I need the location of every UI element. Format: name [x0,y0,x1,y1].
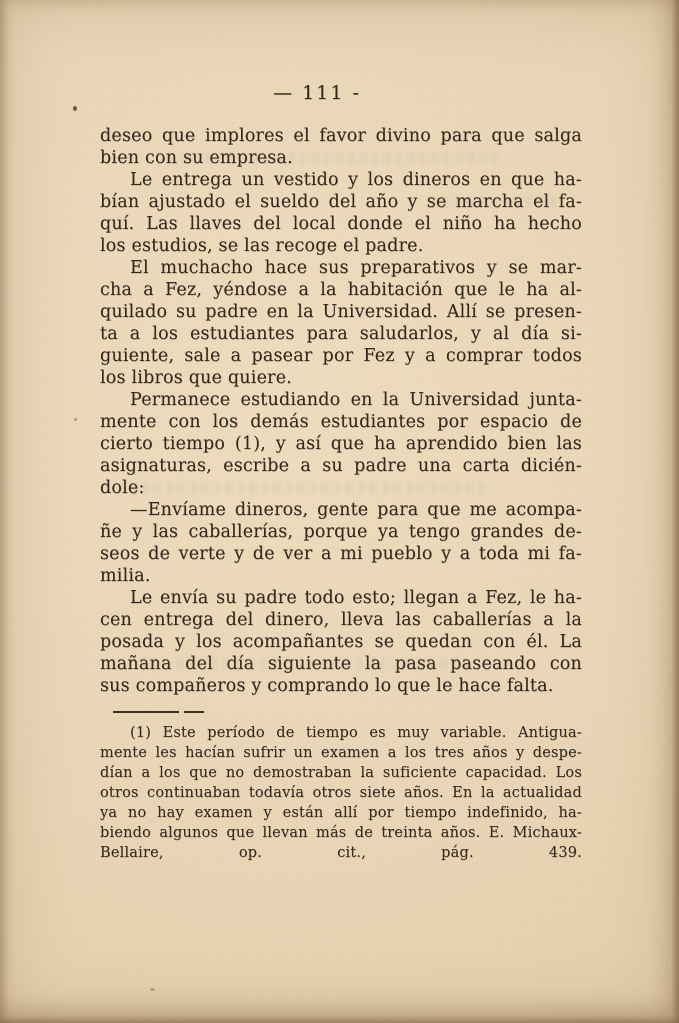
text-line: cierto tiempo (1), y así que ha aprendido bien las [100,434,582,454]
footnote-line: Bellaire, op. cit., pág. 439. [100,845,582,861]
text-line: sus compañeros y comprando lo que le hace falta. [100,676,554,696]
text-line: Le envía su padre todo esto; llegan a Fez, le ha- [130,588,582,608]
page-number: — 111 - [273,82,361,104]
ink-speck [73,106,77,111]
text-line: guiente, sale a pasear por Fez y a comprar todos [100,346,582,366]
text-line: El muchacho hace sus preparativos y se mar- [130,258,582,278]
text-line: asignaturas, escribe a su padre una carta dicién- [100,456,582,476]
footnote-line: dían a los que no demostraban la suficiente capacidad. Los [100,765,582,781]
text-line: mente con los demás estudiantes por espacio de [100,412,582,432]
footnote-line: mente les hacían sufrir un examen a los tres años y despe- [100,745,582,761]
page-edge [0,1016,679,1023]
footnote-separator [113,711,208,713]
footnote-line: otros continuaban todavía otros siete años. En la actualidad [100,785,582,801]
rule-segment [113,711,179,713]
text-line: cen entrega del dinero, lleva las caballerías a la [100,610,582,630]
text-line: bien con su empresa. [100,148,293,168]
page-body [100,125,582,697]
text-line: los libros que quiere. [100,368,293,388]
footnote [100,723,582,863]
text-line: mañana del día siguiente la pasa paseando con [100,654,582,674]
text-line: dole: [100,478,145,498]
text-line: quilado su padre en la Universidad. Allí se presen- [100,302,582,322]
text-line: deseo que implores el favor divino para que salga [100,126,582,146]
page-edge [0,0,9,1023]
text-line: Le entrega un vestido y los dineros en que ha- [130,170,582,190]
footnote-line: biendo algunos que llevan más de treinta años. E. Michaux- [100,825,582,841]
text-line: posada y los acompañantes se quedan con él. La [100,632,582,652]
ink-speck [150,988,155,991]
text-line: los estudios, se las recoge el padre. [100,236,424,256]
text-line: bían ajustado el sueldo del año y se marcha el fa- [100,192,582,212]
footnote-line: ya no hay examen y están allí por tiempo indefinido, ha- [100,805,582,821]
text-line: seos de verte y de ver a mi pueblo y a toda mi fa- [100,544,582,564]
text-line: quí. Las llaves del local donde el niño ha hecho [100,214,582,234]
text-line: Permanece estudiando en la Universidad junta- [130,390,582,410]
text-line: ñe y las caballerías, porque ya tengo grandes de- [100,522,582,542]
rule-segment [184,711,204,713]
text-line: milia. [100,566,151,586]
text-line: ta a los estudiantes para saludarlos, y al día si- [100,324,582,344]
page-edge [671,0,679,1023]
text-line: —Envíame dineros, gente para que me acompa- [130,500,582,520]
ink-speck [74,418,77,421]
text-line: cha a Fez, yéndose a la habitación que le ha al- [100,280,582,300]
footnote-line: (1) Este período de tiempo es muy variable. Antigua- [130,725,582,741]
